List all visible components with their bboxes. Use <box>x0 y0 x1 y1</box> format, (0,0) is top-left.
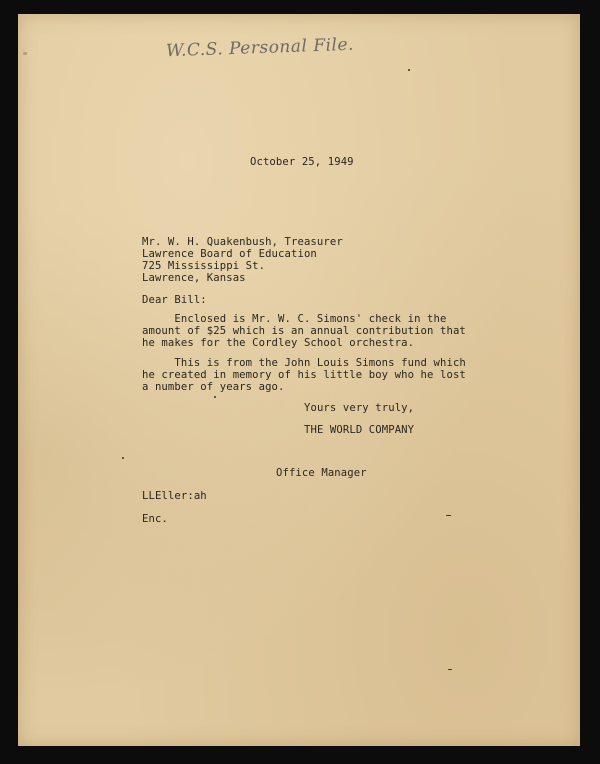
recipient-line-2: Lawrence Board of Education <box>142 248 317 260</box>
signer-title: Office Manager <box>276 467 367 479</box>
enclosure-note: Enc. <box>142 513 168 525</box>
paper-speck <box>23 52 27 55</box>
paper-speck <box>214 396 216 398</box>
paper-speck <box>122 457 124 459</box>
recipient-line-3: 725 Mississippi St. <box>142 260 266 272</box>
paragraph-2-line-3: a number of years ago. <box>142 381 285 393</box>
paragraph-1-line-2: amount of $25 which is an annual contribution that <box>142 325 466 337</box>
paragraph-1-line-1: Enclosed is Mr. W. C. Simons' check in the <box>142 313 447 325</box>
handwritten-note: W.C.S. Personal File. <box>165 34 355 62</box>
recipient-line-1: Mr. W. H. Quakenbush, Treasurer <box>142 236 343 248</box>
paper-speck <box>408 69 410 71</box>
closing: Yours very truly, <box>304 402 415 414</box>
paragraph-2-line-1: This is from the John Louis Simons fund which <box>142 357 466 369</box>
company-name: THE WORLD COMPANY <box>304 424 415 436</box>
paper-speck <box>448 669 452 670</box>
salutation: Dear Bill: <box>142 294 207 306</box>
letter-page <box>18 14 580 746</box>
letter-date: October 25, 1949 <box>250 156 354 168</box>
recipient-line-4: Lawrence, Kansas <box>142 272 246 284</box>
paragraph-1-line-3: he makes for the Cordley School orchestra. <box>142 337 415 349</box>
paper-speck <box>446 515 451 516</box>
reference-initials: LLEller:ah <box>142 490 207 502</box>
paragraph-2-line-2: he created in memory of his little boy who he lost <box>142 369 466 381</box>
